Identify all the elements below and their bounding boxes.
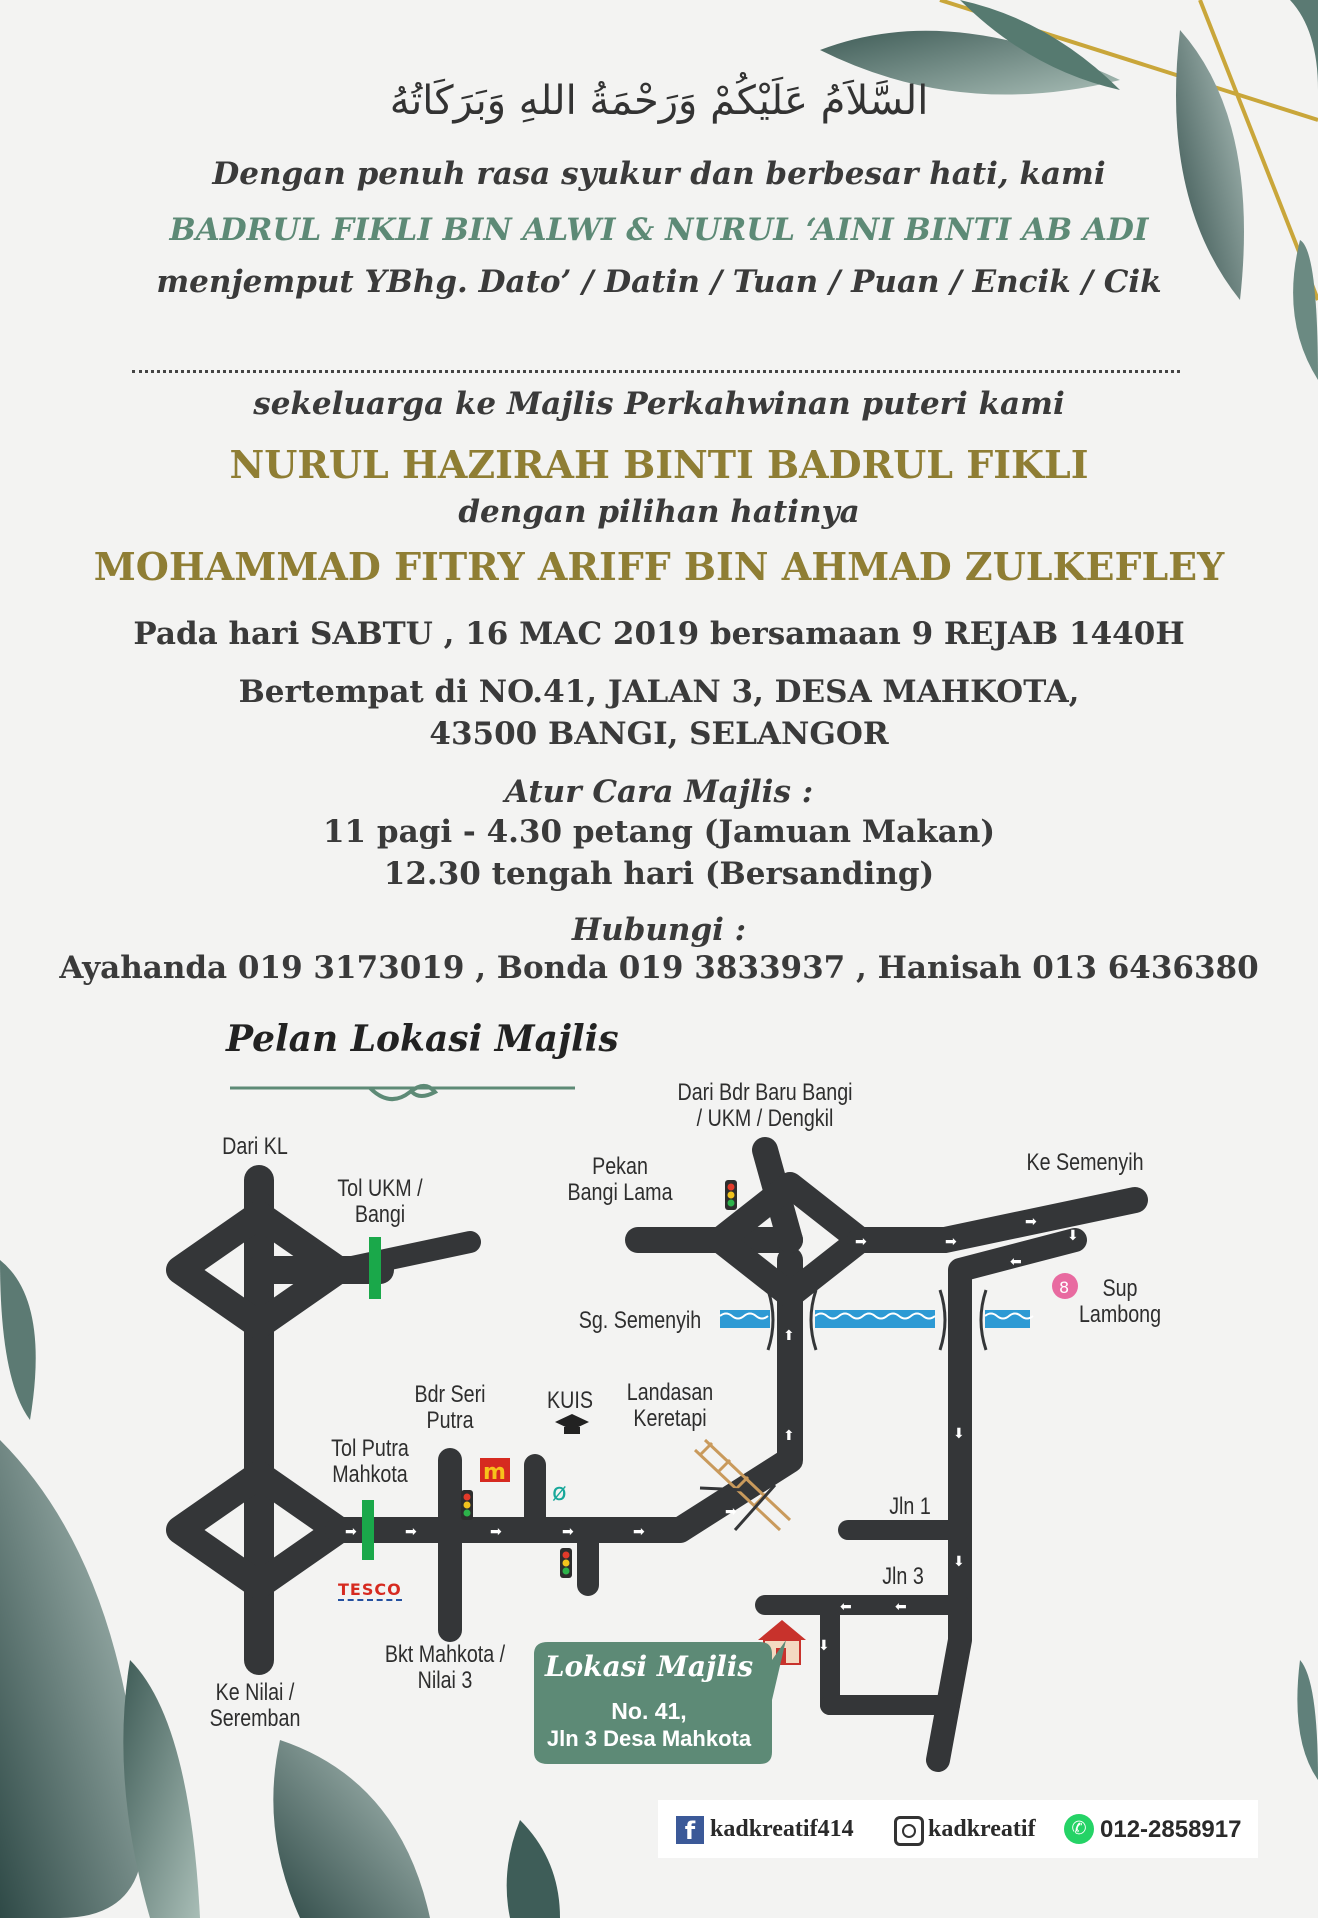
- social-bar: [658, 1800, 1258, 1858]
- venue-line-2: 43500 BANGI, SELANGOR: [429, 716, 889, 752]
- svg-text:⬅: ⬅: [840, 1599, 852, 1615]
- invitation-opening: Dengan penuh rasa syukur dan berbesar hati, kami: [212, 156, 1106, 192]
- label-tol-putra-1: Tol Putra: [331, 1435, 409, 1462]
- label-bdr-seri-1: Bdr Seri: [414, 1381, 486, 1408]
- salam-arabic: السَّلاَمُ عَلَيْكُمْ وَرَحْمَةُ اللهِ وَبَرَكَاتُهُ: [389, 78, 929, 124]
- instagram-handle: kadkreatif: [928, 1816, 1036, 1842]
- label-tesco: TESCO: [338, 1580, 402, 1599]
- map-title: Pelan Lokasi Majlis: [226, 1018, 619, 1060]
- label-landasan-2: Keretapi: [633, 1405, 707, 1432]
- groom-name: MOHAMMAD FITRY ARIFF BIN AHMAD ZULKEFLEY: [93, 544, 1225, 589]
- svg-text:➡: ➡: [725, 1504, 737, 1520]
- schedule-item-2: 12.30 tengah hari (Bersanding): [383, 856, 935, 892]
- svg-text:➡: ➡: [633, 1524, 645, 1540]
- contact-numbers: Ayahanda 019 3173019 , Bonda 019 3833937 , Hanisah 013 6436380: [59, 950, 1259, 986]
- invitation-honorifics: menjemput YBhg. Dato’ / Datin / Tuan / Puan / Encik / Cik: [156, 264, 1162, 300]
- label-dari-kl: Dari KL: [222, 1133, 288, 1160]
- instagram-icon: [894, 1816, 924, 1846]
- lokasi-title: Lokasi Majlis: [544, 1650, 754, 1683]
- couple-connector: dengan pilihan hatinya: [458, 494, 860, 530]
- label-bkt-1: Bkt Mahkota /: [384, 1641, 506, 1668]
- invitation-family: sekeluarga ke Majlis Perkahwinan puteri kami: [253, 386, 1065, 422]
- whatsapp-icon: ✆: [1064, 1814, 1094, 1844]
- label-dari-bdr-2: / UKM / Dengkil: [696, 1105, 834, 1132]
- label-landasan-1: Landasan: [626, 1379, 714, 1406]
- contact-title: Hubungi :: [571, 912, 747, 948]
- label-tol-ukm-1: Tol UKM /: [337, 1175, 423, 1202]
- label-pekan-2: Bangi Lama: [567, 1179, 673, 1206]
- label-ke-nilai-1: Ke Nilai /: [215, 1679, 295, 1706]
- schedule-item-1: 11 pagi - 4.30 petang (Jamuan Makan): [322, 814, 996, 850]
- svg-text:➡: ➡: [345, 1524, 357, 1540]
- svg-text:➡: ➡: [405, 1524, 417, 1540]
- venue-line-1: Bertempat di NO.41, JALAN 3, DESA MAHKOTA,: [238, 674, 1080, 710]
- label-jln3: Jln 3: [882, 1563, 924, 1590]
- svg-text:➡: ➡: [490, 1524, 502, 1540]
- label-pekan-1: Pekan: [592, 1153, 648, 1180]
- label-dari-bdr-1: Dari Bdr Baru Bangi: [677, 1079, 853, 1106]
- label-ke-nilai-2: Seremban: [209, 1705, 301, 1732]
- svg-text:⬅: ⬅: [1010, 1254, 1022, 1270]
- svg-text:⬇: ⬇: [818, 1638, 830, 1654]
- svg-text:⬅: ⬅: [895, 1599, 907, 1615]
- label-jln1: Jln 1: [889, 1493, 931, 1520]
- svg-text:⬇: ⬇: [953, 1554, 965, 1570]
- svg-text:⬇: ⬇: [953, 1426, 965, 1442]
- schedule-title: Atur Cara Majlis :: [504, 774, 814, 810]
- svg-text:➡: ➡: [945, 1234, 957, 1250]
- svg-text:⬆: ⬆: [783, 1428, 795, 1444]
- lokasi-address-2: Jln 3 Desa Mahkota: [546, 1726, 752, 1751]
- label-kuis: KUIS: [547, 1387, 593, 1414]
- svg-text:⬆: ⬆: [783, 1328, 795, 1344]
- label-sg-semenyih: Sg. Semenyih: [578, 1307, 702, 1334]
- svg-text:ø: ø: [552, 1478, 567, 1506]
- label-bkt-2: Nilai 3: [417, 1667, 473, 1694]
- label-bdr-seri-2: Putra: [426, 1407, 474, 1434]
- label-tol-putra-2: Mahkota: [332, 1461, 408, 1488]
- label-sup-2: Lambong: [1078, 1301, 1162, 1328]
- event-date: Pada hari SABTU , 16 MAC 2019 bersamaan 9 REJAB 1440H: [133, 616, 1185, 652]
- svg-text:⬇: ⬇: [1067, 1228, 1079, 1244]
- facebook-icon: f: [676, 1816, 704, 1844]
- bride-name: NURUL HAZIRAH BINTI BADRUL FIKLI: [229, 442, 1089, 487]
- svg-text:8: 8: [1059, 1278, 1070, 1297]
- label-tol-ukm-2: Bangi: [354, 1201, 406, 1228]
- facebook-handle: kadkreatif414: [710, 1816, 854, 1842]
- whatsapp-number: 012-2858917: [1100, 1816, 1242, 1843]
- lokasi-address-1: No. 41,: [611, 1698, 687, 1724]
- svg-text:➡: ➡: [855, 1234, 867, 1250]
- label-ke-semenyih: Ke Semenyih: [1026, 1149, 1144, 1176]
- label-sup-1: Sup: [1102, 1275, 1138, 1302]
- svg-text:➡: ➡: [1025, 1214, 1037, 1230]
- svg-text:➡: ➡: [562, 1524, 574, 1540]
- parents-names: BADRUL FIKLI BIN ALWI & NURUL ‘AINI BINTI AB ADI: [169, 212, 1149, 248]
- svg-text:m: m: [483, 1460, 506, 1485]
